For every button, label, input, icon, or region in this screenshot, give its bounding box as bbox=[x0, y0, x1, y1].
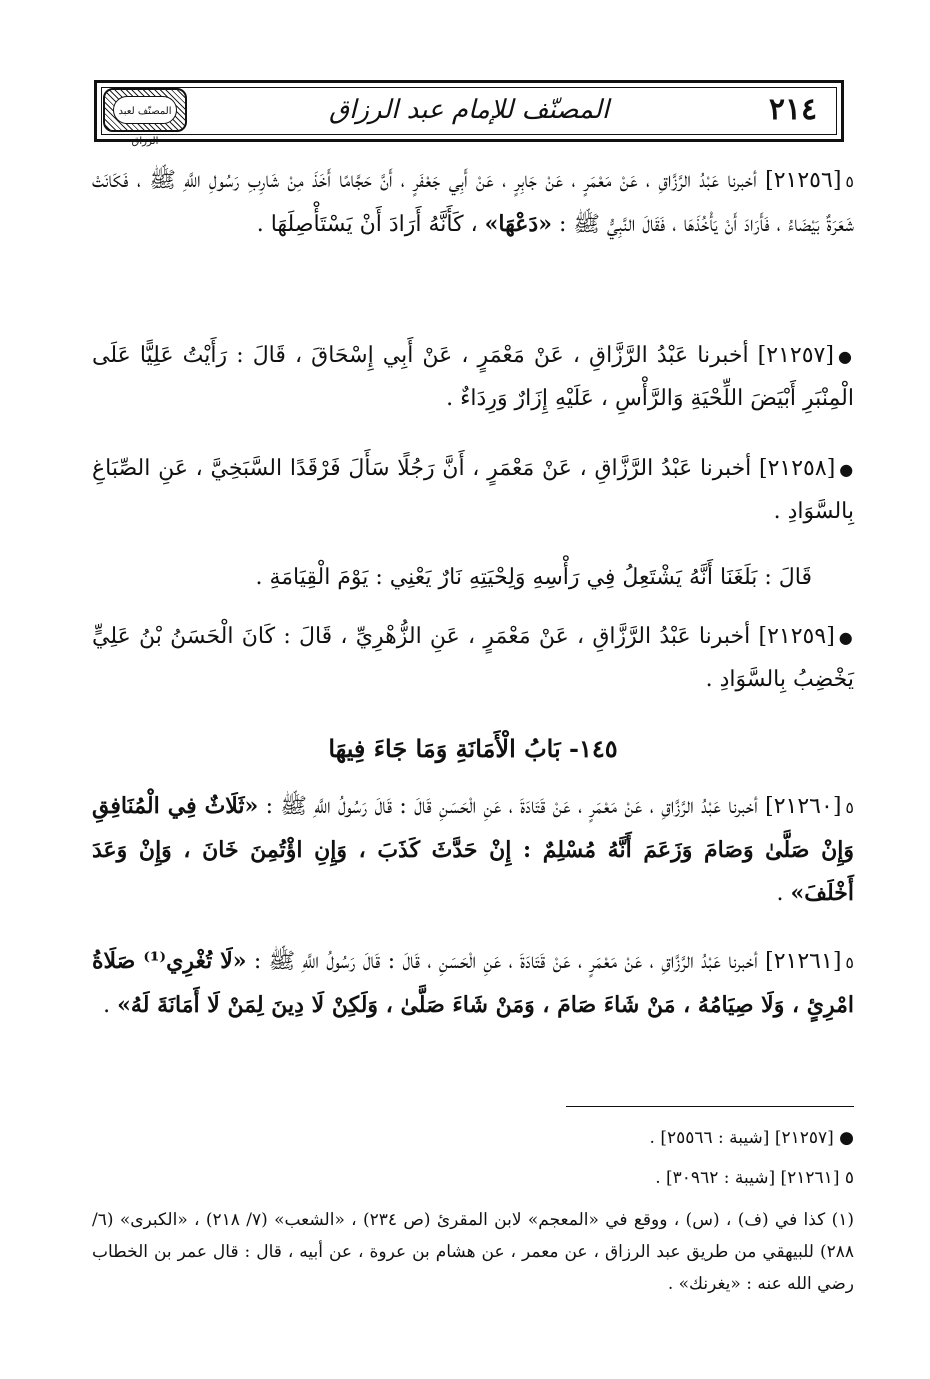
hadith-number: [٢١٢٦٠] bbox=[765, 794, 842, 819]
hadith-text: أخبرنا عَبْدُ الرَّزَّاقِ ، عَنْ مَعْمَرٍ ، عَنْ قَتَادَةَ ، عَنِ الْحَسَنِ ، قَالَ : قَالَ رَسُولُ اللَّهِ ﷺ : bbox=[253, 949, 758, 974]
hadith-number: [٢١٢٥٩] bbox=[758, 624, 835, 649]
footnote-divider bbox=[566, 1106, 854, 1107]
hadith-21256 bbox=[92, 160, 854, 246]
hadith-text: أخبرنا عَبْدُ الرَّزَّاقِ ، عَنْ مَعْمَرٍ ، أَنَّ رَجُلًا سَأَلَ فَرْقَدًا السَّبَخِيَّ ، عَنِ الصِّبَاغِ بِالسَّوَادِ . bbox=[92, 456, 854, 524]
hadith-marker: ٥ bbox=[845, 798, 854, 817]
book-title: المصنّف للإمام عبد الرزاق bbox=[328, 95, 610, 125]
footnote-ref-21257: ● [٢١٢٥٧] [شيبة : ٢٥٥٦٦] . bbox=[649, 1128, 854, 1148]
hadith-21259 bbox=[92, 616, 854, 701]
page-number: ٢١٤ bbox=[768, 92, 818, 127]
hadith-21258 bbox=[92, 448, 854, 533]
hadith-text: أخبرنا عَبْدُ الرَّزَّاقِ ، عَنْ مَعْمَرٍ ، عَنْ جَابِرٍ ، عَنْ أَبِي جَعْفَرٍ ، أَنَّ حَجَّامًا أَخَذَ مِنْ شَارِبِ رَسُولِ اللَّهِ ﷺ ، فَكَانَتْ شَعَرَةٌ بَيْضَاءُ ، فَأَرَادَ أَنْ يَأْخُذَهَا ، فَقَالَ النَّبِيُّ ﷺ : bbox=[92, 168, 854, 237]
hadith-21260 bbox=[92, 785, 854, 915]
hadith-tail: ، كَأَنَّهُ أَرَادَ أَنْ يَسْتَأْصِلَهَا . bbox=[256, 212, 478, 237]
ornament-icon bbox=[103, 88, 187, 147]
hadith-number: [٢١٢٦١] bbox=[765, 949, 842, 974]
hadith-number: [٢١٢٥٨] bbox=[759, 456, 836, 481]
footnote-ref-21261: ٥ [٢١٢٦١] [شيبة : ٣٠٩٦٢] . bbox=[655, 1168, 854, 1188]
hadith-text: أخبرنا عَبْدُ الرَّزَّاقِ ، عَنْ مَعْمَرٍ ، عَنْ أَبِي إِسْحَاقَ ، قَالَ : رَأَيْتُ عَلِيًّا عَلَى الْمِنْبَرِ أَبْيَضَ اللِّحْيَةِ وَالرَّأْسِ ، عَلَيْهِ إِزَارٌ وَرِدَاءٌ . bbox=[92, 343, 854, 411]
prophetic-quote: «دَعْهَا» bbox=[484, 211, 552, 237]
hadith-21257 bbox=[92, 335, 854, 420]
hadith-marker: ● bbox=[837, 347, 855, 366]
hadith-marker: ٥ bbox=[845, 172, 854, 191]
hadith-marker: ● bbox=[839, 460, 854, 479]
ornament-label: المصنّف لعبد الرزاق bbox=[113, 96, 177, 124]
prophetic-quote: «لَا تُغْرِي⁽¹⁾ صَلَاةُ امْرِئٍ ، وَلَا صِيَامُهُ ، مَنْ شَاءَ صَامَ ، وَمَنْ شَاءَ صَلَّىٰ ، وَلَكِنْ لَا دِينَ لِمَنْ لَا أَمَانَةَ لَهُ» bbox=[92, 948, 854, 1018]
running-header bbox=[94, 80, 844, 147]
footnote-1: (١) كذا في (ف) ، (س) ، ووقع في «المعجم» لابن المقرئ (ص ٢٣٤) ، «الشعب» (٧/ ٢١٨) ، «الكبرى» (٦/ ٢٨٨) للبيهقي من طريق عبد الرزاق ، عن معمر ، عن هشام بن عروة ، عن أبيه ، قال : قال عمر بن الخطاب رضي الله عنه : «يغرنك» . bbox=[92, 1210, 855, 1294]
prophetic-quote: «ثَلَاثٌ فِي الْمُنَافِقِ وَإِنْ صَلَّىٰ وَصَامَ وَزَعَمَ أَنَّهُ مُسْلِمٌ : إِنْ حَدَّثَ كَذَبَ ، وَإِنِ اؤْتُمِنَ خَانَ ، وَإِنْ وَعَدَ أَخْلَفَ» bbox=[92, 793, 854, 906]
hadith-number: [٢١٢٥٦] bbox=[765, 168, 842, 193]
chapter-heading: ١٤٥- بَابُ الْأَمَانَةِ وَمَا جَاءَ فِيهَا bbox=[328, 734, 618, 763]
hadith-marker: ● bbox=[838, 628, 854, 647]
hadith-tail: . bbox=[103, 993, 111, 1018]
hadith-tail: . bbox=[776, 881, 784, 906]
hadith-21258-followup: قَالَ : بَلَغَنَا أَنَّهُ يَشْتَعِلُ فِي رَأْسِهِ وَلِحْيَتِهِ نَارٌ يَعْنِي : يَوْمَ الْقِيَامَةِ . bbox=[255, 565, 812, 590]
hadith-text: أخبرنا عَبْدُ الرَّزَّاقِ ، عَنْ مَعْمَرٍ ، عَنِ الزُّهْرِيِّ ، قَالَ : كَانَ الْحَسَنُ بْنُ عَلِيٍّ يَخْضِبُ بِالسَّوَادِ . bbox=[92, 624, 854, 692]
hadith-marker: ٥ bbox=[845, 953, 855, 972]
hadith-number: [٢١٢٥٧] bbox=[757, 343, 834, 368]
hadith-text: أخبرنا عَبْدُ الرَّزَّاقِ ، عَنْ مَعْمَرٍ ، عَنْ قَتَادَةَ ، عَنِ الْحَسَنِ قَالَ : قَالَ رَسُولُ اللَّهِ ﷺ : bbox=[265, 794, 758, 819]
hadith-21261 bbox=[92, 940, 854, 1027]
